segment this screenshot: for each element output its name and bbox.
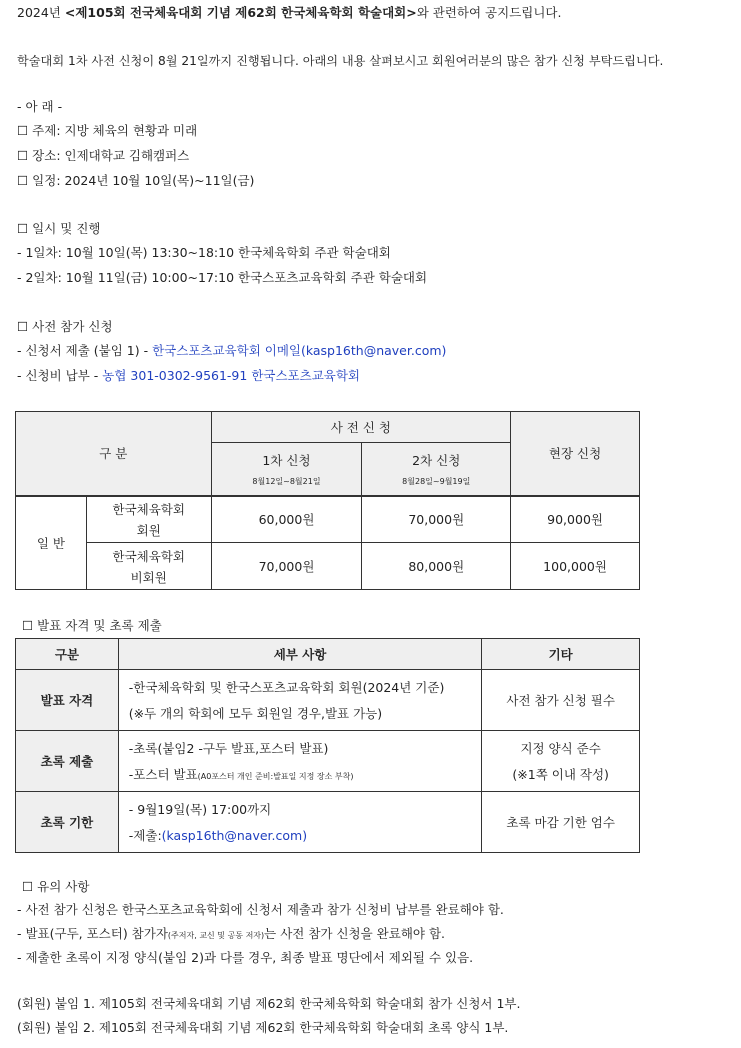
member-type-line1: 한국체육학회 xyxy=(112,501,185,517)
schedule-heading: ☐ 일시 및 진행 xyxy=(17,221,101,236)
intro-suffix: 와 관련하여 공지드립니다. xyxy=(416,5,562,20)
presentation-table xyxy=(15,638,640,853)
fee-onsite: 100,000원 xyxy=(511,543,640,590)
note-3: - 제출한 초록이 지정 양식(붙임 2)과 다를 경우, 최종 발표 명단에서 제외될 수 있음. xyxy=(17,950,474,965)
deadline-notice: 학술대회 1차 사전 신청이 8월 21일까지 진행됩니다. 아래의 내용 살펴보시고 회원여러분의 많은 참가 신청 부탁드립니다. xyxy=(17,54,664,68)
fee-prefix: - 신청비 납부 - xyxy=(17,368,103,383)
fee-table xyxy=(15,411,640,590)
presentation-heading: ☐ 발표 자격 및 초록 제출 xyxy=(22,618,162,633)
fee-first: 60,000원 xyxy=(211,496,362,543)
first-round-period: 8월12일~8월21일 xyxy=(252,476,321,486)
note-2-small: (주저자, 교신 및 공동 저자) xyxy=(167,931,265,940)
fee-second: 70,000원 xyxy=(362,496,511,543)
row-details xyxy=(118,670,482,731)
row-other xyxy=(482,792,640,853)
member-type-cell xyxy=(86,543,211,590)
second-round-period: 8월28일~9월19일 xyxy=(402,476,471,486)
col-category-header: 구분 xyxy=(16,639,119,670)
intro-line xyxy=(17,4,561,22)
member-type-line2: 회원 xyxy=(136,522,161,538)
detail-line2: (※두 개의 학회에 모두 회원일 경우,발표 가능) xyxy=(128,706,383,721)
schedule-day2: - 2일차: 10월 11일(금) 10:00~17:10 한국스포츠교육학회 주관 학술대회 xyxy=(17,270,428,285)
date-line: ☐ 일정: 2024년 10월 10일(목)~11일(금) xyxy=(17,173,255,188)
registration-heading: ☐ 사전 참가 신청 xyxy=(17,319,113,334)
details-heading: - 아 래 - xyxy=(17,99,63,114)
note-2-prefix: - 발표(구두, 포스터) 참가자 xyxy=(17,926,168,941)
first-round-label: 1차 신청 xyxy=(262,452,311,468)
member-type-line2: 비회원 xyxy=(130,569,167,585)
note-2 xyxy=(17,925,445,945)
registration-fee-line xyxy=(17,367,360,385)
fee-first: 70,000원 xyxy=(211,543,362,590)
bank-account-link[interactable]: 농협 301-0302-9561-91 한국스포츠교육학회 xyxy=(102,368,360,383)
row-label: 초록 기한 xyxy=(16,792,119,853)
attachment-1: (회원) 붙임 1. 제105회 전국체육대회 기념 제62회 한국체육학회 학술대회 참가 신청서 1부. xyxy=(17,996,521,1011)
topic-line: ☐ 주제: 지방 체육의 현황과 미래 xyxy=(17,123,198,138)
detail-line2: -포스터 발표 xyxy=(128,767,198,782)
col-details-header: 세부 사항 xyxy=(118,639,482,670)
row-label: 발표 자격 xyxy=(16,670,119,731)
detail-line1: -한국체육학회 및 한국스포츠교육학회 회원(2024년 기준) xyxy=(128,680,445,695)
second-round-label: 2차 신청 xyxy=(412,452,461,468)
attachment-2: (회원) 붙임 2. 제105회 전국체육대회 기념 제62회 한국체육학회 학술대회 초록 양식 1부. xyxy=(17,1020,509,1035)
detail-line1: - 9월19일(목) 17:00까지 xyxy=(128,802,272,817)
venue-line: ☐ 장소: 인제대학교 김해캠퍼스 xyxy=(17,148,190,163)
event-title: <제105회 전국체육대회 기념 제62회 한국체육학회 학술대회> xyxy=(64,5,417,20)
detail-line1: -초록(붙임2 -구두 발표,포스터 발표) xyxy=(128,741,329,756)
col-other-header: 기타 xyxy=(482,639,640,670)
category-header: 구 분 xyxy=(16,412,212,496)
other-line1: 지정 양식 준수 xyxy=(520,741,601,756)
onsite-header: 현장 신청 xyxy=(511,412,640,496)
second-round-header xyxy=(362,443,511,496)
first-round-header xyxy=(211,443,362,496)
detail-line2-wrap xyxy=(129,826,482,844)
note-2-suffix: 는 사전 참가 신청을 완료해야 함. xyxy=(264,926,445,941)
row-details xyxy=(118,792,482,853)
pre-registration-header: 사 전 신 청 xyxy=(211,412,511,443)
note-1: - 사전 참가 신청은 한국스포츠교육학회에 신청서 제출과 참가 신청비 납부를 완료해야 함. xyxy=(17,902,504,917)
member-type-line1: 한국체육학회 xyxy=(112,548,185,564)
poster-note: (A0포스터 개인 준비:발표일 지정 장소 부착) xyxy=(197,772,354,781)
row-other xyxy=(482,731,640,792)
other-line1: 초록 마감 기한 엄수 xyxy=(506,815,615,830)
registration-form-line xyxy=(17,342,446,360)
detail-line2: -제출: xyxy=(128,828,162,843)
other-line1: 사전 참가 신청 필수 xyxy=(506,693,615,708)
other-line2: (※1쪽 이내 작성) xyxy=(512,767,609,782)
detail-line2-wrap xyxy=(129,765,482,783)
fee-second: 80,000원 xyxy=(362,543,511,590)
schedule-day1: - 1일차: 10월 10일(목) 13:30~18:10 한국체육학회 주관 학술대회 xyxy=(17,245,391,260)
abstract-email-link[interactable]: (kasp16th@naver.com) xyxy=(161,828,308,843)
row-other xyxy=(482,670,640,731)
member-type-cell xyxy=(86,496,211,543)
row-label: 초록 제출 xyxy=(16,731,119,792)
registration-email-link[interactable]: 한국스포츠교육학회 이메일(kasp16th@naver.com) xyxy=(152,343,447,358)
intro-prefix: 2024년 xyxy=(17,5,65,20)
notes-heading: ☐ 유의 사항 xyxy=(22,879,90,894)
general-group-label: 일 반 xyxy=(16,496,87,590)
form-prefix: - 신청서 제출 (붙임 1) - xyxy=(17,343,153,358)
row-details xyxy=(118,731,482,792)
fee-onsite: 90,000원 xyxy=(511,496,640,543)
